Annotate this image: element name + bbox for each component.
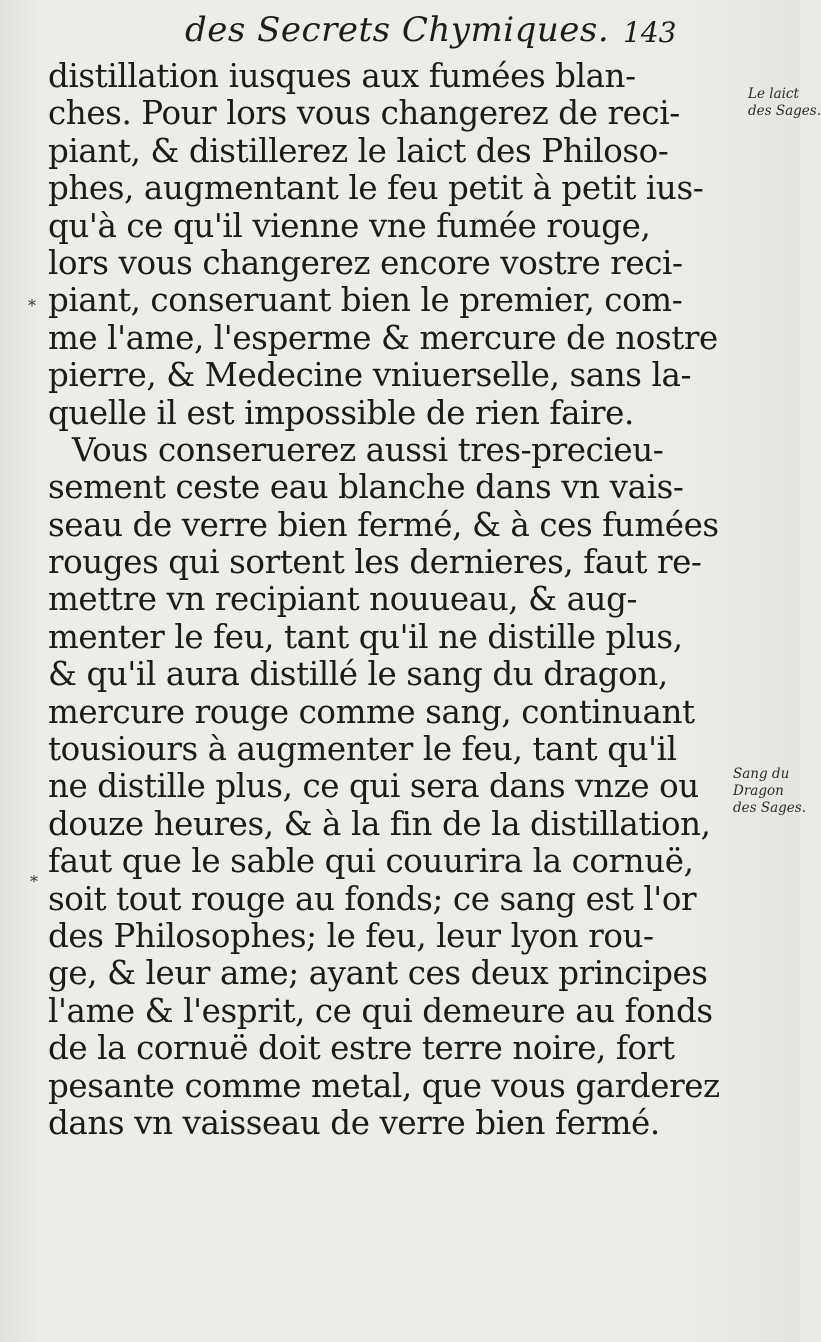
text-line: sement ceste eau blanche dans vn vais- — [48, 468, 684, 507]
margin-note-line: Sang du — [733, 766, 790, 782]
text-line: menter le feu, tant qu'il ne distille plus, — [48, 617, 683, 656]
text-line: Vous conseruerez aussi tres-precieu- — [72, 430, 664, 469]
text-line: ge, & leur ame; ayant ces deux principes — [48, 954, 708, 993]
text-line: pesante comme metal, que vous garderez — [48, 1066, 720, 1105]
margin-note-sang-du-dragon — [733, 766, 806, 817]
text-line: piant, conseruant bien le premier, com- — [48, 281, 683, 320]
text-line: quelle il est impossible de rien faire. — [48, 393, 634, 432]
text-line: ne distille plus, ce qui sera dans vnze ou — [48, 767, 699, 806]
text-line: rouges qui sortent les dernieres, faut re- — [48, 543, 702, 582]
text-line: dans vn vaisseau de verre bien fermé. — [48, 1103, 660, 1142]
text-line: douze heures, & à la fin de la distillation, — [48, 804, 711, 843]
margin-note-line: des Sages. — [748, 103, 821, 119]
margin-note-line: Dragon — [733, 783, 784, 799]
text-line: lors vous changerez encore vostre reci- — [48, 243, 683, 282]
text-line: des Philosophes; le feu, leur lyon rou- — [48, 916, 654, 955]
text-line: phes, augmentant le feu petit à petit ius- — [48, 169, 704, 208]
text-line: pierre, & Medecine vniuerselle, sans la- — [48, 356, 692, 395]
text-line: l'ame & l'esprit, ce qui demeure au fonds — [48, 991, 713, 1030]
page-header — [175, 10, 715, 54]
text-line: seau de verre bien fermé, & à ces fumées — [48, 505, 719, 544]
text-line: mettre vn recipiant nouueau, & aug- — [48, 580, 638, 619]
body-text — [48, 58, 728, 1142]
text-line: piant, & distillerez le laict des Philoso- — [48, 131, 669, 170]
text-line: de la cornuë doit estre terre noire, fort — [48, 1029, 675, 1068]
margin-note-line: Le laict — [748, 86, 799, 102]
running-head: des Secrets Chymiques. — [185, 10, 610, 50]
text-line: ches. Pour lors vous changerez de reci- — [48, 94, 680, 133]
text-line: distillation iusques aux fumées blan- — [48, 57, 636, 95]
text-line: mercure rouge comme sang, continuant — [48, 692, 695, 731]
text-line: qu'à ce qu'il vienne vne fumée rouge, — [48, 206, 651, 245]
text-line: faut que le sable qui couurira la cornuë, — [48, 842, 694, 881]
margin-mark: * — [28, 296, 36, 315]
text-line: & qu'il aura distillé le sang du dragon, — [48, 655, 668, 694]
margin-note-line: des Sages. — [733, 800, 806, 816]
text-line: soit tout rouge au fonds; ce sang est l'or — [48, 879, 697, 918]
margin-note-laict — [748, 86, 821, 120]
text-line: me l'ame, l'esperme & mercure de nostre — [48, 318, 718, 357]
margin-mark: * — [30, 872, 38, 891]
page-number: 143 — [623, 16, 677, 49]
text-line: tousiours à augmenter le feu, tant qu'il — [48, 730, 677, 769]
